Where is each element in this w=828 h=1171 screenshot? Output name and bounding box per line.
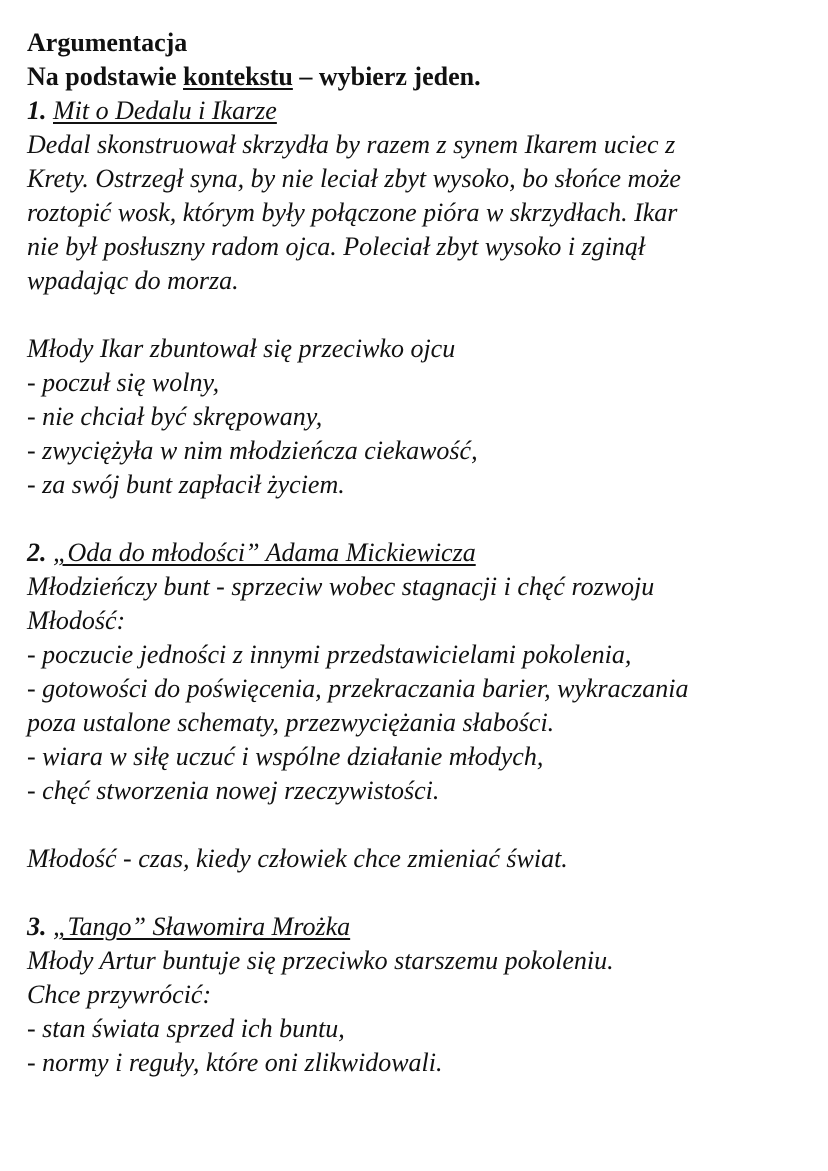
section-2-line: poza ustalone schematy, przezwyciężania słabości. xyxy=(27,708,555,737)
instruction-before: Na podstawie xyxy=(27,62,184,91)
section-2-line: - wiara w siłę uczuć i wspólne działanie młodych, xyxy=(27,742,544,771)
section-2-line: - gotowości do poświęcenia, przekraczania barier, wykraczania xyxy=(27,674,689,703)
section-1-intro-line: Krety. Ostrzegł syna, by nie leciał zbyt wysoko, bo słońce może xyxy=(27,164,681,193)
section-1-bullet: - poczuł się wolny, xyxy=(27,368,220,397)
section-1-intro-line: roztopić wosk, którym były połączone pióra w skrzydłach. Ikar xyxy=(27,198,678,227)
section-number: 3. xyxy=(27,912,47,941)
section-2-heading xyxy=(27,536,807,570)
section-number: 1. xyxy=(27,96,47,125)
section-1-intro-line: wpadając do morza. xyxy=(27,266,239,295)
section-3-line: Młody Artur buntuje się przeciwko starszemu pokoleniu. xyxy=(27,946,614,975)
instruction-link: kontekstu xyxy=(183,62,293,91)
section-2-line: - chęć stworzenia nowej rzeczywistości. xyxy=(27,776,440,805)
section-3-line: - normy i reguły, które oni zlikwidowali. xyxy=(27,1048,443,1077)
section-1-intro-line: nie był posłuszny radom ojca. Poleciał zbyt wysoko i zginął xyxy=(27,232,646,261)
section-1-bullet: - za swój bunt zapłacił życiem. xyxy=(27,470,345,499)
spacer xyxy=(27,808,807,842)
section-1-bullet: - zwyciężyła w nim młodzieńcza ciekawość, xyxy=(27,436,478,465)
section-3-heading xyxy=(27,910,807,944)
section-2-conclusion: Młodość - czas, kiedy człowiek chce zmieniać świat. xyxy=(27,844,568,873)
section-2-line: Młodzieńczy bunt - sprzeciw wobec stagnacji i chęć rozwoju xyxy=(27,572,655,601)
document-title: Argumentacja xyxy=(27,28,188,57)
section-3-line: - stan świata sprzed ich buntu, xyxy=(27,1014,345,1043)
section-2-line: - poczucie jedności z innymi przedstawicielami pokolenia, xyxy=(27,640,632,669)
instruction-after: – wybierz jeden. xyxy=(292,62,481,91)
section-1-bullet: - nie chciał być skrępowany, xyxy=(27,402,323,431)
section-3-line: Chce przywrócić: xyxy=(27,980,212,1009)
spacer xyxy=(27,502,807,536)
document-page xyxy=(27,26,807,1080)
spacer xyxy=(27,876,807,910)
section-1-heading xyxy=(27,94,807,128)
instruction-line xyxy=(27,60,807,94)
section-1-intro-line: Dedal skonstruował skrzydła by razem z synem Ikarem uciec z xyxy=(27,130,676,159)
section-title: „Tango” Sławomira Mrożka xyxy=(53,912,351,941)
section-1-lead: Młody Ikar zbuntował się przeciwko ojcu xyxy=(27,334,456,363)
section-title: Mit o Dedalu i Ikarze xyxy=(53,96,277,125)
spacer xyxy=(27,298,807,332)
section-2-line: Młodość: xyxy=(27,606,126,635)
section-number: 2. xyxy=(27,538,47,567)
section-title: „Oda do młodości” Adama Mickiewicza xyxy=(53,538,476,567)
